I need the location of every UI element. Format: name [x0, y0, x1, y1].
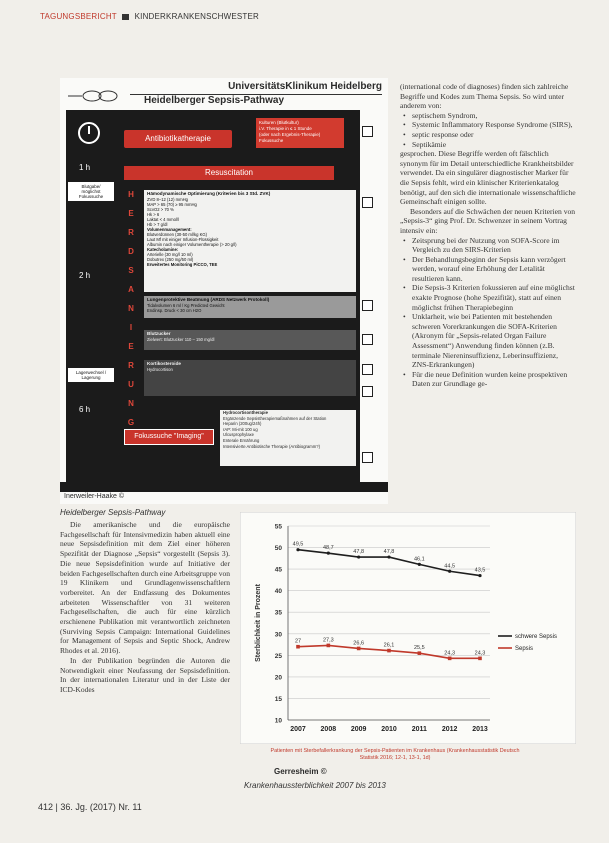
letter: H — [128, 190, 134, 199]
list-item: • Zeitsprung bei der Nutzung von SOFA-Score im Vergleich zu den SIRS-Kriterien — [412, 236, 576, 255]
checkbox-hemodynamics — [362, 197, 373, 208]
checkbox-extra — [362, 386, 373, 397]
paragraph: Besonders auf die Schwächen der neuen Kriterien von „Sepsis-3“ ging Prof. Dr. Schwenzer in seinem Vortrag intensiv ein: — [400, 206, 576, 235]
panel-line: Laut Mf mit einiger Infusion-Flüssigkeit — [147, 237, 219, 242]
y-tick-label: 20 — [274, 674, 282, 682]
page-folio: 412 | 36. Jg. (2017) Nr. 11 — [38, 802, 142, 812]
header-section: TAGUNGSBERICHT — [40, 12, 117, 21]
data-point — [296, 548, 299, 551]
panel-line: rAP: Mi-mit 100 ug — [223, 426, 258, 432]
x-tick-label: 2009 — [350, 726, 367, 733]
data-point — [357, 647, 361, 651]
side-label-bottom: Lagerwechsel / Lagerung — [68, 368, 114, 382]
antibiotic-note: i.V. Therapie in ≤ 1 Stunde — [259, 126, 312, 131]
paragraph: gesprochen. Diese Begriffe werden oft fälschlich synonym für im Detail unterschiedliche Krankheitsbilder verwendet. Da ein singulärer diagnostischer Marker für die Sepsis fehlt, wird ein klinischer Kriterienkatalog benötigt, auf den sich die internationale wissenschaftliche Gemeinschaft einigen sollte. — [400, 149, 576, 207]
time-6h: 6 h — [79, 405, 91, 414]
clock-icon — [78, 122, 100, 144]
data-label: 43,5 — [474, 567, 486, 574]
antibiotic-note: (oder nach Ergebnis-Therapie) — [259, 132, 321, 137]
panel-line: Blutverdünnen (30-50 ml/kg KG) — [147, 232, 208, 237]
panel-title: Blutzucker — [147, 331, 171, 336]
antibiotic-note: Kulturen (Blutkultur) — [259, 120, 299, 125]
x-tick-label: 2010 — [381, 726, 397, 733]
header-separator-icon — [122, 14, 129, 20]
panel-line: Zielwert: Blutzucker 110 – 150 mg/dl — [147, 337, 215, 342]
panel-blood-sugar — [144, 330, 356, 350]
y-tick-label: 10 — [274, 717, 282, 725]
hospital-logo-icon — [68, 88, 128, 102]
data-point — [448, 570, 451, 573]
data-label: 48,7 — [322, 545, 334, 552]
resuscitation-label: Resuscitation — [124, 166, 334, 180]
list-item: • Die Sepsis-3 Kriterien fokussieren auf eine möglichst exakte Prognose (hohe Spezifität), statt auf einen möglichst frühen Therapiebeginn — [412, 283, 576, 312]
data-label: 27,3 — [322, 637, 334, 644]
diagram-caption: Heidelberger Sepsis-Pathway — [60, 508, 166, 517]
panel-title: Hämodynamische Optimierung (Kriterien bis 3 Std. ZVK) — [147, 191, 271, 196]
panel-line: Arterielle (30 mg/l 10 ml) — [147, 252, 193, 257]
chart-background — [240, 512, 576, 744]
panel-line: Albumin nach einiger Volumentherapie (> 20 g/l) — [147, 242, 237, 247]
letter: I — [129, 323, 133, 332]
letter: S — [128, 266, 134, 275]
letter: A — [128, 285, 134, 294]
data-point — [327, 644, 331, 648]
chart-credit: Gerresheim © — [274, 767, 327, 776]
running-header — [40, 12, 259, 21]
panel-station-therapy — [220, 410, 356, 466]
panel-line: Volumenmanagement: — [147, 227, 192, 232]
diagram-credit: Inerweiler-Haake © — [64, 493, 125, 500]
panel-line: Tidalvolumen 6 ml / Kg Predicted Gewicht — [147, 303, 225, 308]
panel-line: Enterale Ernährung — [223, 437, 260, 443]
list-item: • septic response oder — [412, 130, 576, 140]
panel-line: Katecholamine: — [147, 247, 179, 252]
y-tick-label: 45 — [274, 566, 282, 574]
diagram-footer-bar — [60, 482, 388, 492]
legend-label: schwere Sepsis — [515, 634, 558, 640]
list-item: • Für die neue Definition wurden keine prospektiven Daten zur Grundlage ge- — [412, 370, 576, 389]
right-column-text — [400, 82, 576, 389]
panel-corticosteroids — [144, 360, 356, 396]
data-label: 49,5 — [292, 541, 304, 548]
letter: R — [128, 228, 134, 237]
y-tick-label: 50 — [274, 545, 282, 553]
data-point — [387, 555, 390, 558]
paragraph: Die amerikanische und die europäische Fachgesellschaft für Intensivmedizin haben aktuell eine neue Sepsisdefinition mit dem Ziel einer höheren Spezifität der Diagnose „Sepsis“ vorgestellt (Sepsis 3). Die neue Sepsisdefinition wurde auf Initiative der beiden Fachgesellschaften durch eine Arbeitsgruppe von 19 Klinikern und Grundlagenwissenschaftlern vorbereitet. An der Endfassung des Dokumentes arbeiteten Wissenschaftler von 31 weiteren Fachgesellschaften, die auch für eine kürzlich erschienene Publikation mit verantwortlich zeichneten (Surviving Sepsis Campaign: International Guidelines for Management of Sepsis and Septic Shock, Andrew Rhodes et al. 2016). — [60, 520, 230, 656]
x-tick-label: 2011 — [411, 726, 427, 733]
list-item: • Unklarheit, wie bei Patienten mit bestehenden schweren Vorerkrankungen die SOFA-Kriterien (Akronym für „Sepsis-related Organ Failure Assessment“) Anwendung finden können (z.B. terminale Niereninsuffizienz, Leberinsuffizienz, ZNS-Erkrankungen) — [412, 312, 576, 370]
time-1h: 1 h — [79, 163, 91, 172]
panel-line: Endinsp. Druck < 30 cm H2O — [147, 308, 202, 313]
panel-line: Ulcusprophylaxe — [223, 432, 254, 438]
panel-hemodynamics — [144, 190, 356, 292]
panel-line: Erweitertes Monitoring PiCCO, TEE — [147, 262, 218, 267]
panel-title: Lungenprotektive Beatmung (ARDS Netzwerk Protokoll) — [147, 297, 270, 302]
list-item: • Der Behandlungsbeginn der Sepsis kann verzögert werden, worauf eine Erhöhung der Letalität resultieren kann. — [412, 255, 576, 284]
data-label: 47,8 — [383, 549, 395, 556]
letter: N — [128, 304, 134, 313]
letter: R — [128, 361, 134, 370]
y-tick-label: 55 — [274, 523, 282, 531]
data-label: 24,3 — [444, 650, 456, 657]
data-label: 24,3 — [474, 650, 486, 657]
checkbox-corticosteroids — [362, 364, 373, 375]
data-label: 25,5 — [413, 645, 425, 652]
letter: E — [128, 209, 134, 218]
chart-page-caption: Krankenhaussterblichkeit 2007 bis 2013 — [244, 781, 386, 790]
time-2h: 2 h — [79, 271, 91, 280]
focus-imaging-label: Fokussuche "Imaging" — [124, 429, 214, 445]
data-point — [327, 552, 330, 555]
data-label: 26,1 — [383, 642, 395, 649]
panel-line: Hb > 7 g/dl — [147, 222, 168, 227]
list-item: • septischem Syndrom, — [412, 111, 576, 121]
left-column-text — [60, 520, 230, 695]
panel-line: ScvO2 > 70 % — [147, 207, 174, 212]
data-label: 47,8 — [353, 549, 365, 556]
antibiotic-notes — [256, 118, 344, 148]
chart-svg — [240, 512, 576, 744]
panel-ventilation — [144, 296, 356, 318]
x-tick-label: 2013 — [472, 726, 488, 733]
data-label: 46,1 — [413, 556, 425, 563]
panel-title: Kortikosteroide — [147, 361, 181, 366]
x-tick-label: 2008 — [320, 726, 337, 733]
data-point — [296, 645, 300, 649]
sepsis-pathway-diagram — [60, 78, 388, 504]
data-point — [418, 651, 422, 655]
checkbox-blood-sugar — [362, 334, 373, 345]
data-label: 44,5 — [444, 563, 456, 570]
panel-line: Dobutrex (250 mg/50 ml) — [147, 257, 194, 262]
letter: G — [127, 418, 135, 427]
data-point — [418, 563, 421, 566]
panel-line: Intensivierte Antibiotische Therapie (Antibiogramm?) — [223, 443, 320, 449]
y-tick-label: 30 — [274, 631, 282, 639]
data-point — [387, 649, 391, 653]
data-label: 26,6 — [353, 640, 365, 647]
x-tick-label: 2007 — [290, 726, 306, 733]
panel-line: Hydrocortison — [147, 367, 173, 372]
panel-line: ZVD 8–12 (12) mmHg — [147, 197, 188, 202]
y-tick-label: 35 — [274, 609, 282, 617]
y-tick-label: 40 — [274, 588, 282, 596]
herdsanierung-letters — [124, 190, 138, 437]
x-tick-label: 2012 — [441, 726, 458, 733]
panel-line: Heparin (200ug/24h) — [223, 421, 262, 427]
y-tick-label: 15 — [274, 695, 282, 703]
header-category: KINDERKRANKENSCHWESTER — [134, 12, 260, 21]
side-label-top: Blutgabe/ möglichst Fokussuche — [68, 182, 114, 201]
antibiotic-note: Fokussuche — [259, 138, 284, 143]
checkbox-antibiotic — [362, 126, 373, 137]
panel-line: Hk > 6 — [147, 212, 160, 217]
data-point — [478, 574, 481, 577]
data-label: 27 — [294, 638, 302, 645]
hospital-name: UniversitätsKlinikum Heidelberg — [228, 81, 382, 92]
y-axis-label: Sterblichkeit in Prozent — [255, 584, 262, 662]
letter: E — [128, 342, 134, 351]
letter: U — [128, 380, 134, 389]
term-list — [400, 111, 576, 149]
list-item: • Septikämie — [412, 140, 576, 150]
y-tick-label: 25 — [274, 652, 282, 660]
antibiotic-therapy-label: Antibiotikatherapie — [124, 130, 232, 148]
paragraph: (international code of diagnoses) finden sich zahlreiche Begriffe und Kodes zum Thema Sepsis. So wird unter anderem von: — [400, 82, 569, 111]
paragraph: In der Publikation begründen die Autoren die Notwendigkeit einer Neufassung der Sepsisdefinition. In der internationalen Literatur und in der Liste der ICD-Kodes — [60, 655, 230, 694]
checkbox-ventilation — [362, 300, 373, 311]
diagram-header — [60, 78, 388, 108]
panel-line: Hydrocortisontherapie — [223, 410, 268, 415]
legend-label: Sepsis — [515, 646, 534, 652]
panel-line: Laktat < 4 mmol/l — [147, 217, 180, 222]
letter: N — [128, 399, 134, 408]
panel-line: MAP > 65 (70) ≥ 95 mmHg — [147, 202, 197, 207]
letter: D — [128, 247, 134, 256]
data-point — [478, 657, 482, 661]
criticism-list — [400, 236, 576, 390]
diagram-title: Heidelberger Sepsis-Pathway — [144, 95, 285, 106]
list-item: • Systemic Inflammatory Response Syndrome (SIRS), — [412, 120, 576, 130]
data-point — [448, 657, 452, 661]
chart-caption: Patienten mit Sterbefallerkrankung der Sepsis-Patienten im Krankenhaus (Krankenhausstatistik Deutsch Statistik 2016; 12-1, 13-1, 1d) — [270, 748, 520, 761]
data-point — [357, 555, 360, 558]
panel-line: Ergänzende Sepsistherapiemaßnahmen auf der Station — [223, 415, 327, 421]
checkbox-station — [362, 452, 373, 463]
